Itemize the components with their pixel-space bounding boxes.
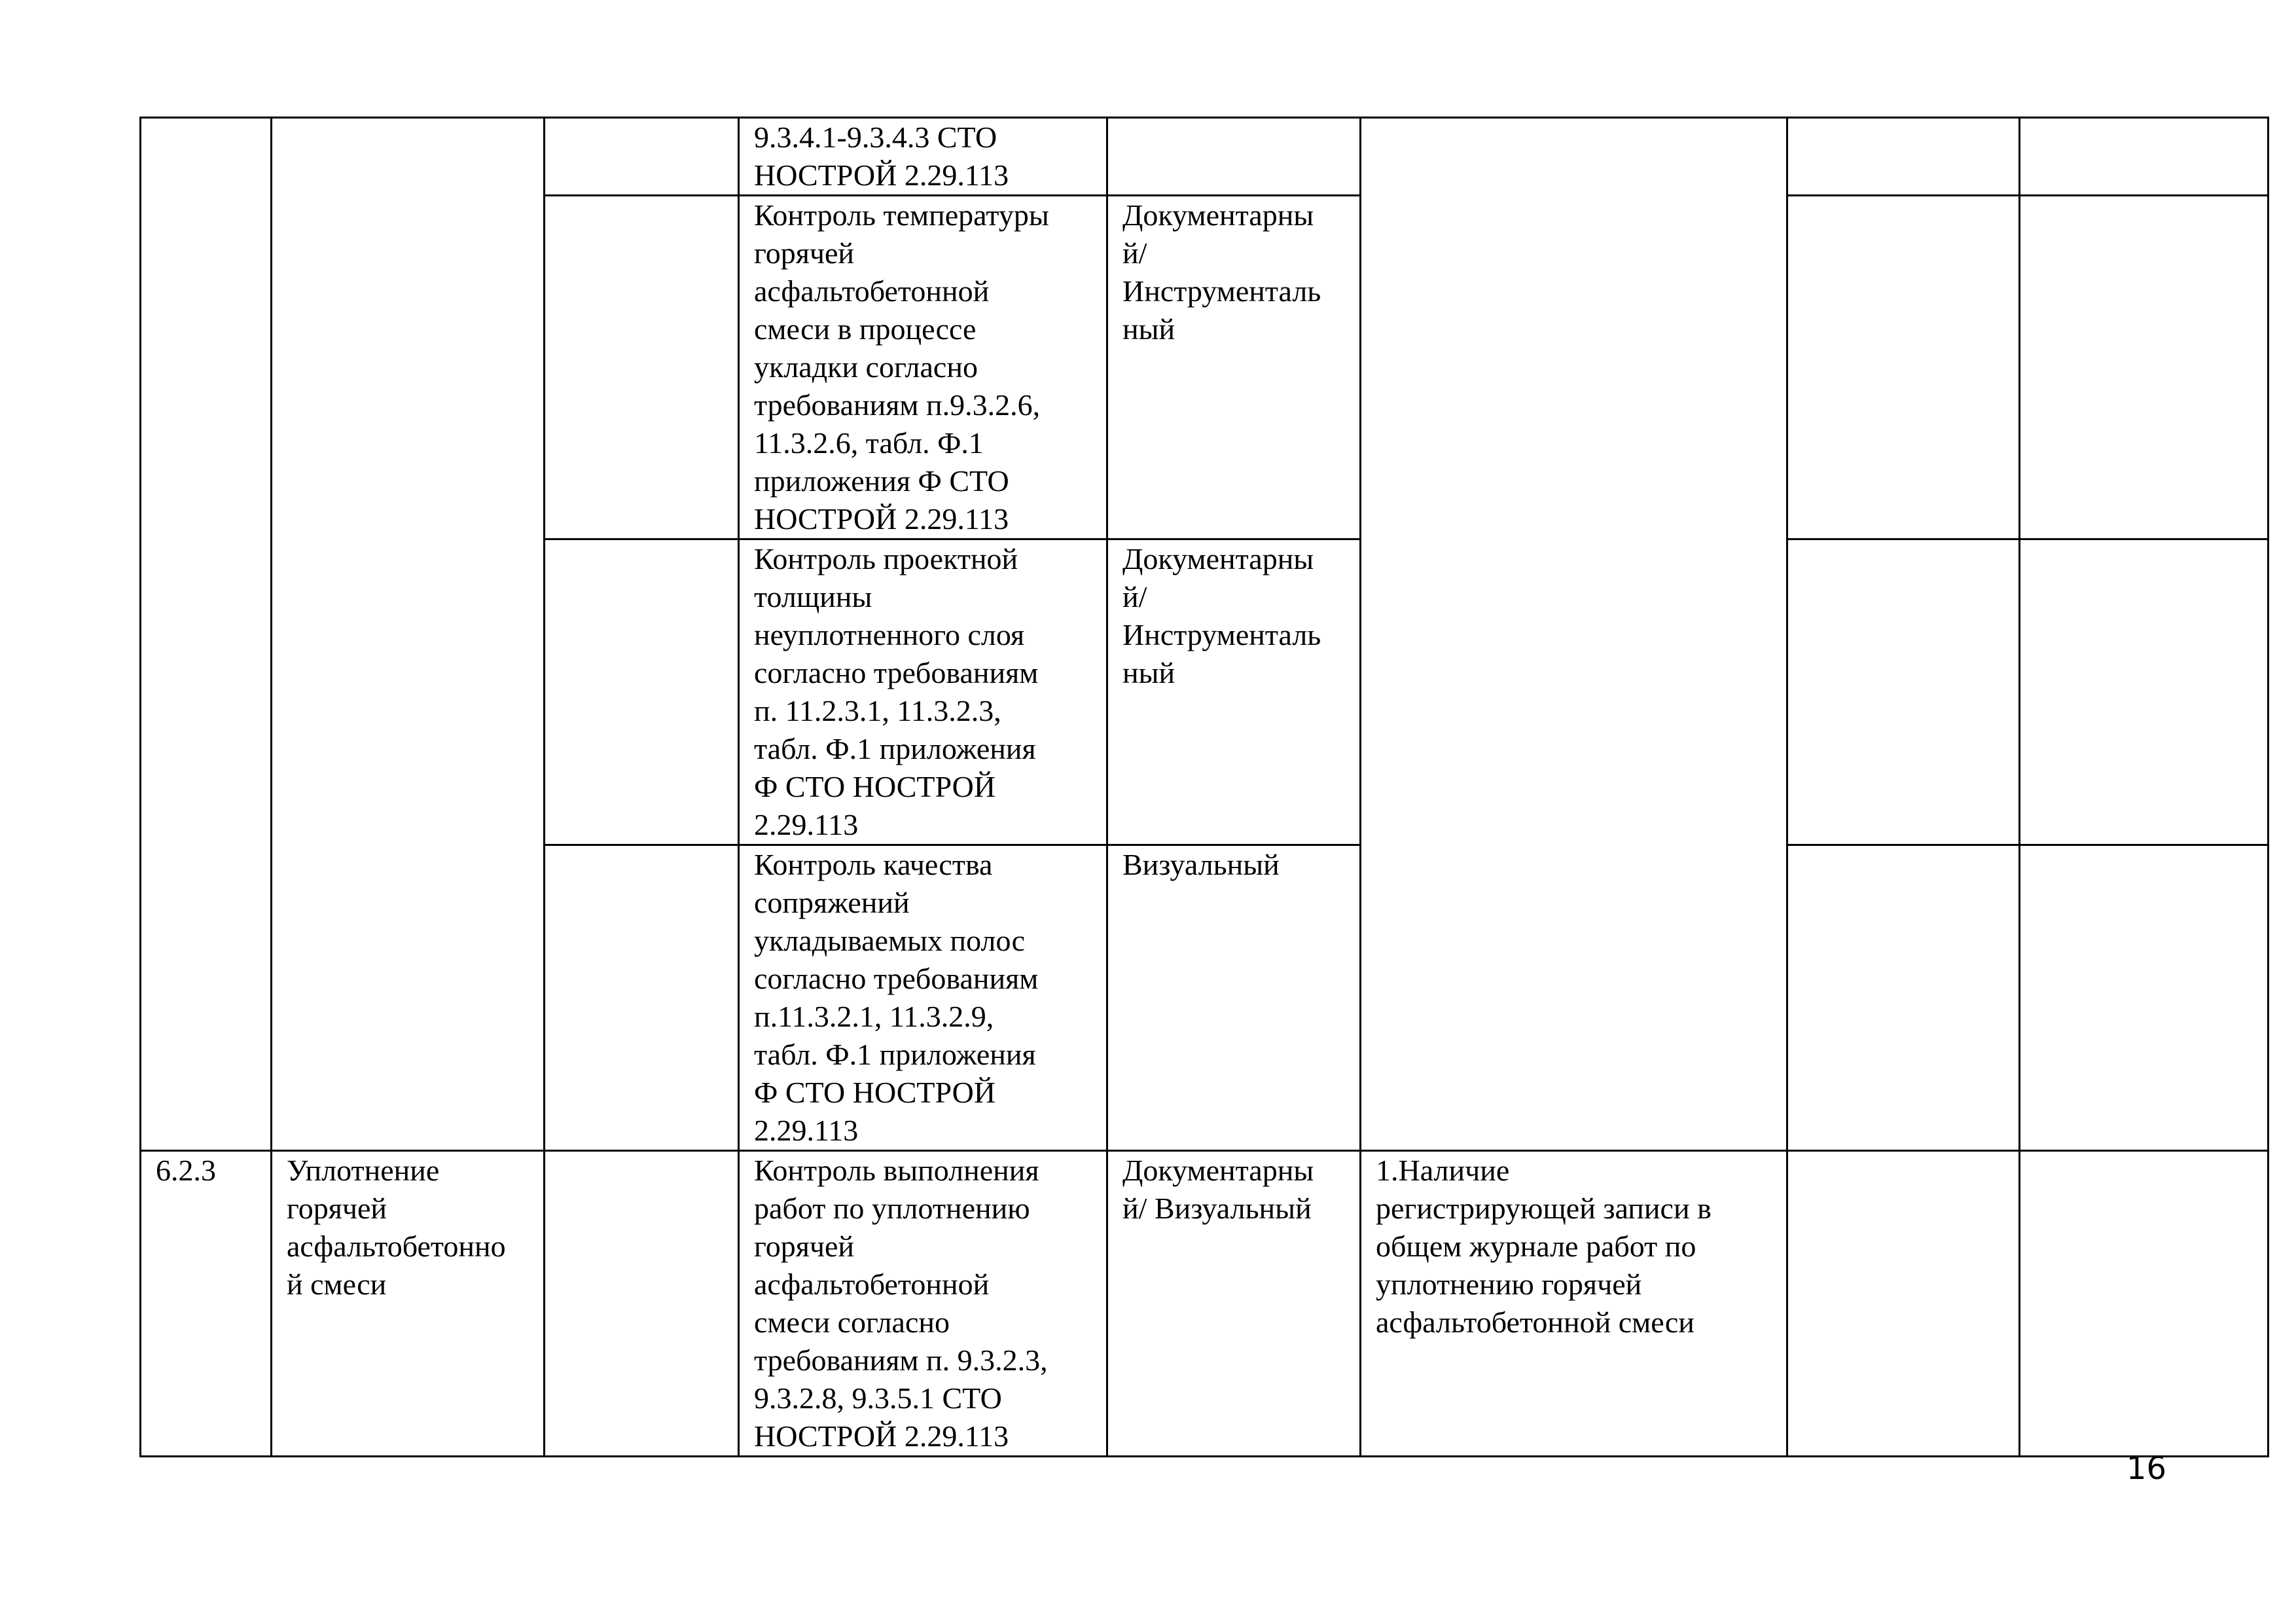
item-number: 6.2.3 [156, 1154, 216, 1187]
cell-method [1107, 118, 1361, 196]
cell-stage [272, 1151, 545, 1457]
cell-extra-a [1787, 196, 2020, 539]
cell-number-empty [141, 118, 272, 1151]
requirement-text: Контроль выполнения работ по уплотнению горячей асфальтобетонной смеси согласно требованиям п. 9.3.2.3, 9.3.2.8, 9.3.5.1 СТО НОСТРОЙ 2.29.113 [754, 1154, 1048, 1453]
cell-result-empty [1361, 118, 1787, 1151]
cell-extra-b [2020, 118, 2269, 196]
result-text: 1.Наличие регистрирующей записи в общем журнале работ по уплотнению горячей асфальтобетонной смеси [1376, 1154, 1712, 1339]
cell-number [141, 1151, 272, 1457]
stage-text: Уплотнение горячей асфальтобетонно й смеси [287, 1154, 506, 1301]
cell-result [1361, 1151, 1787, 1457]
cell-requirement [739, 539, 1107, 845]
requirement-text: Контроль температуры горячей асфальтобетонной смеси в процессе укладки согласно требованиям п.9.3.2.6, 11.3.2.6, табл. Ф.1 приложения Ф СТО НОСТРОЙ 2.29.113 [754, 198, 1049, 536]
cell-requirement [739, 196, 1107, 539]
cell-extra-a [1787, 118, 2020, 196]
table-row [141, 1151, 2269, 1457]
cell-method [1107, 539, 1361, 845]
table-row [141, 118, 2269, 196]
cell-empty [545, 539, 739, 845]
page-number: 16 [2126, 1450, 2166, 1487]
requirement-text: Контроль качества сопряжений укладываемых полос согласно требованиям п.11.3.2.1, 11.3.2.9, табл. Ф.1 приложения Ф СТО НОСТРОЙ 2.29.113 [754, 848, 1039, 1147]
requirement-text: Контроль проектной толщины неуплотненного слоя согласно требованиям п. 11.2.3.1, 11.3.2.3, табл. Ф.1 приложения Ф СТО НОСТРОЙ 2.29.113 [754, 542, 1039, 841]
cell-method [1107, 1151, 1361, 1457]
requirement-text: 9.3.4.1-9.3.4.3 СТО НОСТРОЙ 2.29.113 [754, 120, 1009, 192]
cell-empty [545, 845, 739, 1151]
method-text: Документарны й/ Инструменталь ный [1122, 198, 1321, 346]
cell-extra-b [2020, 845, 2269, 1151]
control-table [139, 117, 2269, 1457]
cell-method [1107, 845, 1361, 1151]
method-text: Документарны й/ Визуальный [1122, 1154, 1314, 1225]
cell-empty [545, 1151, 739, 1457]
cell-extra-a [1787, 539, 2020, 845]
cell-extra-b [2020, 196, 2269, 539]
cell-stage-empty [272, 118, 545, 1151]
cell-extra-a [1787, 1151, 2020, 1457]
cell-requirement [739, 118, 1107, 196]
cell-extra-b [2020, 1151, 2269, 1457]
cell-empty [545, 118, 739, 196]
cell-requirement [739, 845, 1107, 1151]
cell-empty [545, 196, 739, 539]
method-text: Документарны й/ Инструменталь ный [1122, 542, 1321, 689]
cell-requirement [739, 1151, 1107, 1457]
cell-extra-a [1787, 845, 2020, 1151]
cell-extra-b [2020, 539, 2269, 845]
method-text: Визуальный [1122, 848, 1280, 881]
cell-method [1107, 196, 1361, 539]
